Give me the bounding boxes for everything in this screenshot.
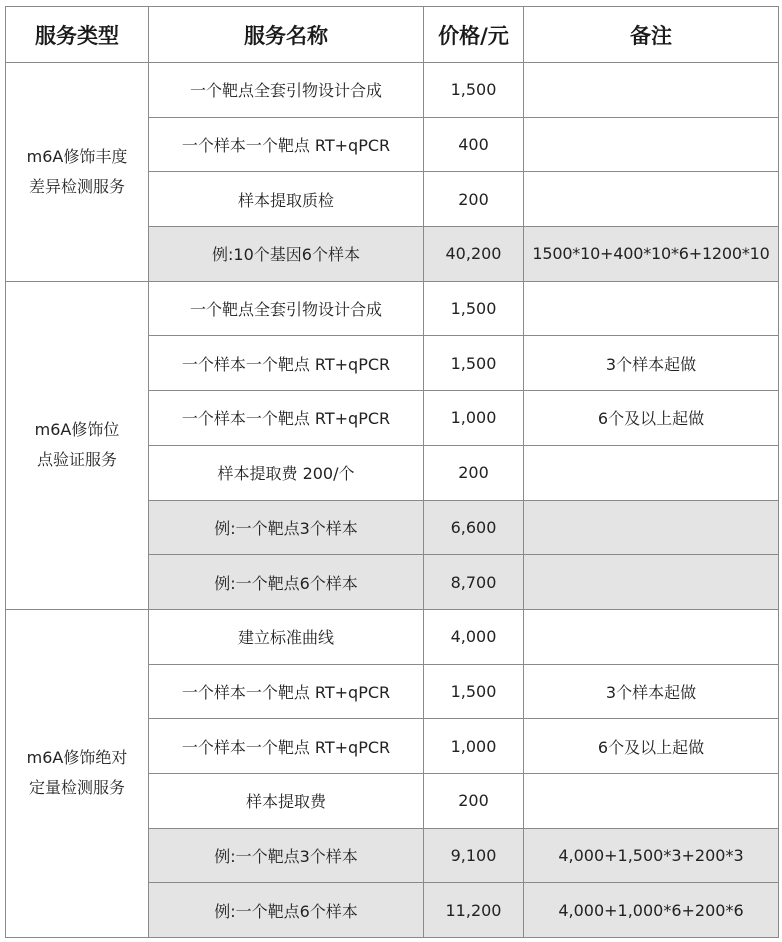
service-name-cell: 样本提取质检 [149, 172, 424, 227]
remark-cell [524, 500, 779, 555]
price-cell: 200 [424, 773, 524, 828]
price-cell: 11,200 [424, 883, 524, 938]
price-cell: 400 [424, 117, 524, 172]
service-name-cell: 例:一个靶点3个样本 [149, 500, 424, 555]
price-cell: 1,500 [424, 664, 524, 719]
remark-cell: 6个及以上起做 [524, 391, 779, 446]
price-cell: 9,100 [424, 828, 524, 883]
service-type-line2: 差异检测服务 [28, 176, 125, 196]
header-row [6, 7, 779, 63]
service-type-line2: 定量检测服务 [28, 778, 125, 798]
service-type-line1: m6A修饰丰度 [26, 146, 128, 166]
service-name-cell: 样本提取费 200/个 [149, 445, 424, 500]
service-name-cell: 例:一个靶点3个样本 [149, 828, 424, 883]
remark-cell [524, 63, 779, 118]
service-name-cell: 建立标准曲线 [149, 609, 424, 664]
price-cell: 200 [424, 172, 524, 227]
remark-cell [524, 172, 779, 227]
remark-cell: 3个样本起做 [524, 336, 779, 391]
service-type-line1: m6A修饰绝对 [26, 748, 128, 768]
remark-cell: 3个样本起做 [524, 664, 779, 719]
price-cell: 4,000 [424, 609, 524, 664]
service-name-cell: 一个样本一个靶点 RT+qPCR [149, 336, 424, 391]
service-name-cell: 一个样本一个靶点 RT+qPCR [149, 391, 424, 446]
remark-cell [524, 609, 779, 664]
remark-cell: 4,000+1,500*3+200*3 [524, 828, 779, 883]
service-type-cell [6, 281, 149, 609]
header-price: 价格/元 [424, 7, 524, 63]
service-name-cell: 例:10个基因6个样本 [149, 227, 424, 282]
remark-cell [524, 445, 779, 500]
price-cell: 1,500 [424, 336, 524, 391]
service-type-line2: 点验证服务 [36, 450, 117, 470]
service-name-cell: 例:一个靶点6个样本 [149, 883, 424, 938]
table-row [6, 63, 779, 118]
table-row [6, 281, 779, 336]
remark-cell [524, 117, 779, 172]
service-name-cell: 一个样本一个靶点 RT+qPCR [149, 117, 424, 172]
service-name-cell: 样本提取费 [149, 773, 424, 828]
header-service-type: 服务类型 [6, 7, 149, 63]
price-cell: 8,700 [424, 555, 524, 610]
price-cell: 40,200 [424, 227, 524, 282]
remark-cell: 4,000+1,000*6+200*6 [524, 883, 779, 938]
remark-cell [524, 555, 779, 610]
service-name-cell: 一个靶点全套引物设计合成 [149, 63, 424, 118]
remark-cell [524, 773, 779, 828]
price-cell: 6,600 [424, 500, 524, 555]
remark-cell: 1500*10+400*10*6+1200*10 [524, 227, 779, 282]
header-remark: 备注 [524, 7, 779, 63]
table-row [6, 609, 779, 664]
header-service-name: 服务名称 [149, 7, 424, 63]
price-cell: 1,000 [424, 719, 524, 774]
service-name-cell: 一个样本一个靶点 RT+qPCR [149, 719, 424, 774]
price-table [5, 6, 779, 938]
price-cell: 200 [424, 445, 524, 500]
service-name-cell: 一个靶点全套引物设计合成 [149, 281, 424, 336]
price-cell: 1,500 [424, 63, 524, 118]
service-name-cell: 例:一个靶点6个样本 [149, 555, 424, 610]
remark-cell: 6个及以上起做 [524, 719, 779, 774]
service-type-cell [6, 609, 149, 937]
price-cell: 1,500 [424, 281, 524, 336]
price-cell: 1,000 [424, 391, 524, 446]
service-type-line1: m6A修饰位 [34, 420, 120, 440]
service-name-cell: 一个样本一个靶点 RT+qPCR [149, 664, 424, 719]
remark-cell [524, 281, 779, 336]
service-type-cell [6, 63, 149, 282]
